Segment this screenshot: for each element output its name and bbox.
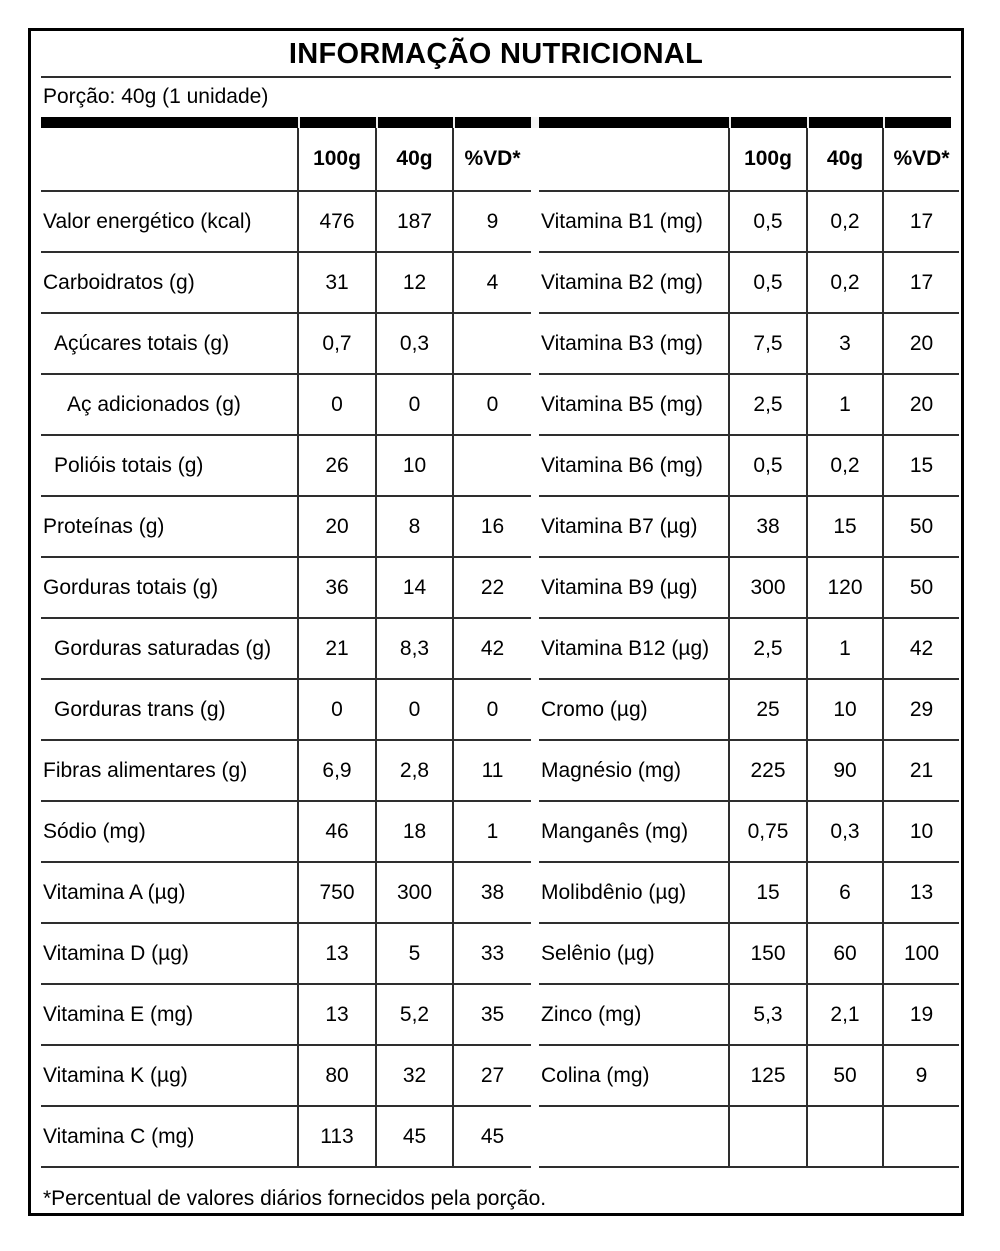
value-100g: 6,9 xyxy=(298,740,376,801)
value-40g: 0,3 xyxy=(376,313,453,374)
value-40g: 5 xyxy=(376,923,453,984)
nutrition-panel xyxy=(28,28,964,1216)
value-vd: 29 xyxy=(883,679,959,740)
table-row xyxy=(41,252,531,313)
value-vd: 0 xyxy=(453,679,531,740)
table-row xyxy=(539,862,959,923)
row-label: Vitamina B7 (µg) xyxy=(541,514,698,538)
value-40g: 10 xyxy=(376,435,453,496)
row-label: Gorduras totais (g) xyxy=(43,575,219,599)
table-row xyxy=(41,862,531,923)
table-row xyxy=(539,740,959,801)
value-40g xyxy=(807,1106,883,1167)
value-100g: 225 xyxy=(729,740,807,801)
table-row xyxy=(41,1045,531,1106)
value-40g: 0 xyxy=(376,374,453,435)
value-100g: 15 xyxy=(729,862,807,923)
value-100g: 0,7 xyxy=(298,313,376,374)
row-label: Gorduras saturadas (g) xyxy=(54,636,272,660)
value-100g xyxy=(729,1106,807,1167)
table-row xyxy=(539,435,959,496)
table-row xyxy=(539,557,959,618)
value-40g: 0,2 xyxy=(807,252,883,313)
value-40g: 14 xyxy=(376,557,453,618)
value-100g: 46 xyxy=(298,801,376,862)
row-label: Gorduras trans (g) xyxy=(54,697,226,721)
row-label: Vitamina B12 (µg) xyxy=(541,636,710,660)
bar-notch xyxy=(376,117,378,128)
table-row xyxy=(41,435,531,496)
table-row xyxy=(41,679,531,740)
value-vd: 0 xyxy=(453,374,531,435)
value-100g: 21 xyxy=(298,618,376,679)
value-vd: 100 xyxy=(883,923,959,984)
row-label: Molibdênio (µg) xyxy=(541,880,687,904)
value-40g: 18 xyxy=(376,801,453,862)
row-label: Aç adicionados (g) xyxy=(67,392,241,416)
value-100g: 26 xyxy=(298,435,376,496)
value-40g: 12 xyxy=(376,252,453,313)
table-row xyxy=(539,191,959,252)
column-header-row xyxy=(539,128,959,191)
value-vd: 27 xyxy=(453,1045,531,1106)
value-vd: 35 xyxy=(453,984,531,1045)
row-label: Polióis totais (g) xyxy=(54,453,204,477)
value-vd: 10 xyxy=(883,801,959,862)
table-row xyxy=(539,923,959,984)
row-label: Carboidratos (g) xyxy=(43,270,195,294)
table-row xyxy=(539,374,959,435)
row-label: Zinco (mg) xyxy=(541,1002,642,1026)
value-100g: 0 xyxy=(298,679,376,740)
value-100g: 476 xyxy=(298,191,376,252)
value-vd: 13 xyxy=(883,862,959,923)
value-40g: 1 xyxy=(807,618,883,679)
value-100g: 125 xyxy=(729,1045,807,1106)
value-40g: 187 xyxy=(376,191,453,252)
value-vd: 42 xyxy=(453,618,531,679)
table-row xyxy=(539,252,959,313)
value-100g: 0,5 xyxy=(729,252,807,313)
column-header-40g: 40g xyxy=(376,128,453,191)
value-vd: 33 xyxy=(453,923,531,984)
value-100g: 5,3 xyxy=(729,984,807,1045)
row-label: Cromo (µg) xyxy=(541,697,648,721)
bar-notch xyxy=(729,117,731,128)
table-row xyxy=(41,618,531,679)
value-40g: 6 xyxy=(807,862,883,923)
row-label: Vitamina E (mg) xyxy=(43,1002,194,1026)
table-row xyxy=(539,496,959,557)
table-row xyxy=(41,191,531,252)
table-row xyxy=(41,801,531,862)
value-100g: 300 xyxy=(729,557,807,618)
row-label: Vitamina B9 (µg) xyxy=(541,575,698,599)
value-40g: 300 xyxy=(376,862,453,923)
row-label: Manganês (mg) xyxy=(541,819,689,843)
portion-text: Porção: 40g (1 unidade) xyxy=(43,85,269,108)
value-vd xyxy=(453,313,531,374)
value-40g: 5,2 xyxy=(376,984,453,1045)
value-vd xyxy=(453,435,531,496)
value-40g: 2,8 xyxy=(376,740,453,801)
column-header-spacer xyxy=(41,128,298,191)
value-vd: 9 xyxy=(883,1045,959,1106)
value-40g: 8,3 xyxy=(376,618,453,679)
value-100g: 150 xyxy=(729,923,807,984)
panel-title: INFORMAÇÃO NUTRICIONAL xyxy=(288,38,704,70)
value-vd: 16 xyxy=(453,496,531,557)
row-label: Selênio (µg) xyxy=(541,941,655,965)
bar-notch xyxy=(453,117,455,128)
table-row xyxy=(539,801,959,862)
row-label: Vitamina K (µg) xyxy=(43,1063,188,1087)
value-40g: 3 xyxy=(807,313,883,374)
table-row xyxy=(41,374,531,435)
table-row xyxy=(41,1106,531,1167)
value-100g: 7,5 xyxy=(729,313,807,374)
column-header-row xyxy=(41,128,531,191)
value-40g: 15 xyxy=(807,496,883,557)
value-40g: 32 xyxy=(376,1045,453,1106)
value-100g: 0,75 xyxy=(729,801,807,862)
value-vd: 45 xyxy=(453,1106,531,1167)
header-bar xyxy=(41,117,951,128)
value-40g: 0,2 xyxy=(807,191,883,252)
nutrition-tables xyxy=(41,128,951,1168)
value-40g: 1 xyxy=(807,374,883,435)
value-100g: 25 xyxy=(729,679,807,740)
value-vd: 22 xyxy=(453,557,531,618)
row-label: Magnésio (mg) xyxy=(541,758,682,782)
nutrition-table-left xyxy=(41,128,531,1168)
column-header-vd: %VD* xyxy=(883,128,959,191)
value-vd: 17 xyxy=(883,191,959,252)
value-100g: 750 xyxy=(298,862,376,923)
value-vd: 20 xyxy=(883,374,959,435)
value-100g: 0 xyxy=(298,374,376,435)
row-label: Fibras alimentares (g) xyxy=(43,758,248,782)
table-row xyxy=(41,557,531,618)
value-40g: 45 xyxy=(376,1106,453,1167)
value-vd: 1 xyxy=(453,801,531,862)
column-header-40g: 40g xyxy=(807,128,883,191)
value-vd: 15 xyxy=(883,435,959,496)
value-40g: 10 xyxy=(807,679,883,740)
value-40g: 0,3 xyxy=(807,801,883,862)
row-label: Vitamina C (mg) xyxy=(43,1124,195,1148)
value-100g: 31 xyxy=(298,252,376,313)
value-vd: 20 xyxy=(883,313,959,374)
bar-notch xyxy=(531,117,539,128)
table-row xyxy=(539,1045,959,1106)
value-100g: 13 xyxy=(298,923,376,984)
column-header-spacer xyxy=(539,128,729,191)
value-40g: 2,1 xyxy=(807,984,883,1045)
table-row xyxy=(539,679,959,740)
row-label: Proteínas (g) xyxy=(43,514,165,538)
row-label: Sódio (mg) xyxy=(43,819,146,843)
value-40g: 50 xyxy=(807,1045,883,1106)
table-row xyxy=(41,496,531,557)
value-100g: 2,5 xyxy=(729,374,807,435)
value-vd: 21 xyxy=(883,740,959,801)
row-label: Vitamina B2 (mg) xyxy=(541,270,703,294)
footnote-text: *Percentual de valores diários fornecidos pela porção. xyxy=(43,1187,547,1210)
row-label: Vitamina A (µg) xyxy=(43,880,186,904)
table-row xyxy=(539,618,959,679)
value-vd: 9 xyxy=(453,191,531,252)
value-100g: 38 xyxy=(729,496,807,557)
value-vd: 42 xyxy=(883,618,959,679)
value-100g: 0,5 xyxy=(729,435,807,496)
table-row xyxy=(41,984,531,1045)
value-100g: 13 xyxy=(298,984,376,1045)
row-label xyxy=(539,1106,729,1167)
bar-notch xyxy=(807,117,809,128)
table-row xyxy=(539,984,959,1045)
nutrition-table-right xyxy=(539,128,959,1168)
value-40g: 120 xyxy=(807,557,883,618)
column-header-100g: 100g xyxy=(298,128,376,191)
table-row xyxy=(539,313,959,374)
value-100g: 36 xyxy=(298,557,376,618)
row-label: Vitamina B1 (mg) xyxy=(541,209,703,233)
value-40g: 0 xyxy=(376,679,453,740)
value-vd: 11 xyxy=(453,740,531,801)
bar-notch xyxy=(298,117,300,128)
bar-notch xyxy=(883,117,885,128)
value-vd: 4 xyxy=(453,252,531,313)
table-row xyxy=(539,1106,959,1167)
value-vd: 50 xyxy=(883,557,959,618)
column-header-100g: 100g xyxy=(729,128,807,191)
table-row xyxy=(41,313,531,374)
column-header-vd: %VD* xyxy=(453,128,531,191)
value-vd: 50 xyxy=(883,496,959,557)
value-100g: 2,5 xyxy=(729,618,807,679)
value-100g: 20 xyxy=(298,496,376,557)
value-100g: 0,5 xyxy=(729,191,807,252)
value-100g: 80 xyxy=(298,1045,376,1106)
table-row xyxy=(41,740,531,801)
value-40g: 60 xyxy=(807,923,883,984)
value-40g: 8 xyxy=(376,496,453,557)
value-vd xyxy=(883,1106,959,1167)
value-40g: 0,2 xyxy=(807,435,883,496)
table-row xyxy=(41,923,531,984)
value-vd: 19 xyxy=(883,984,959,1045)
value-vd: 38 xyxy=(453,862,531,923)
value-40g: 90 xyxy=(807,740,883,801)
row-label: Colina (mg) xyxy=(541,1063,650,1087)
row-label: Valor energético (kcal) xyxy=(43,209,252,233)
value-100g: 113 xyxy=(298,1106,376,1167)
row-label: Vitamina B6 (mg) xyxy=(541,453,703,477)
row-label: Vitamina B5 (mg) xyxy=(541,392,703,416)
row-label: Açúcares totais (g) xyxy=(54,331,230,355)
row-label: Vitamina B3 (mg) xyxy=(541,331,703,355)
value-vd: 17 xyxy=(883,252,959,313)
row-label: Vitamina D (µg) xyxy=(43,941,189,965)
